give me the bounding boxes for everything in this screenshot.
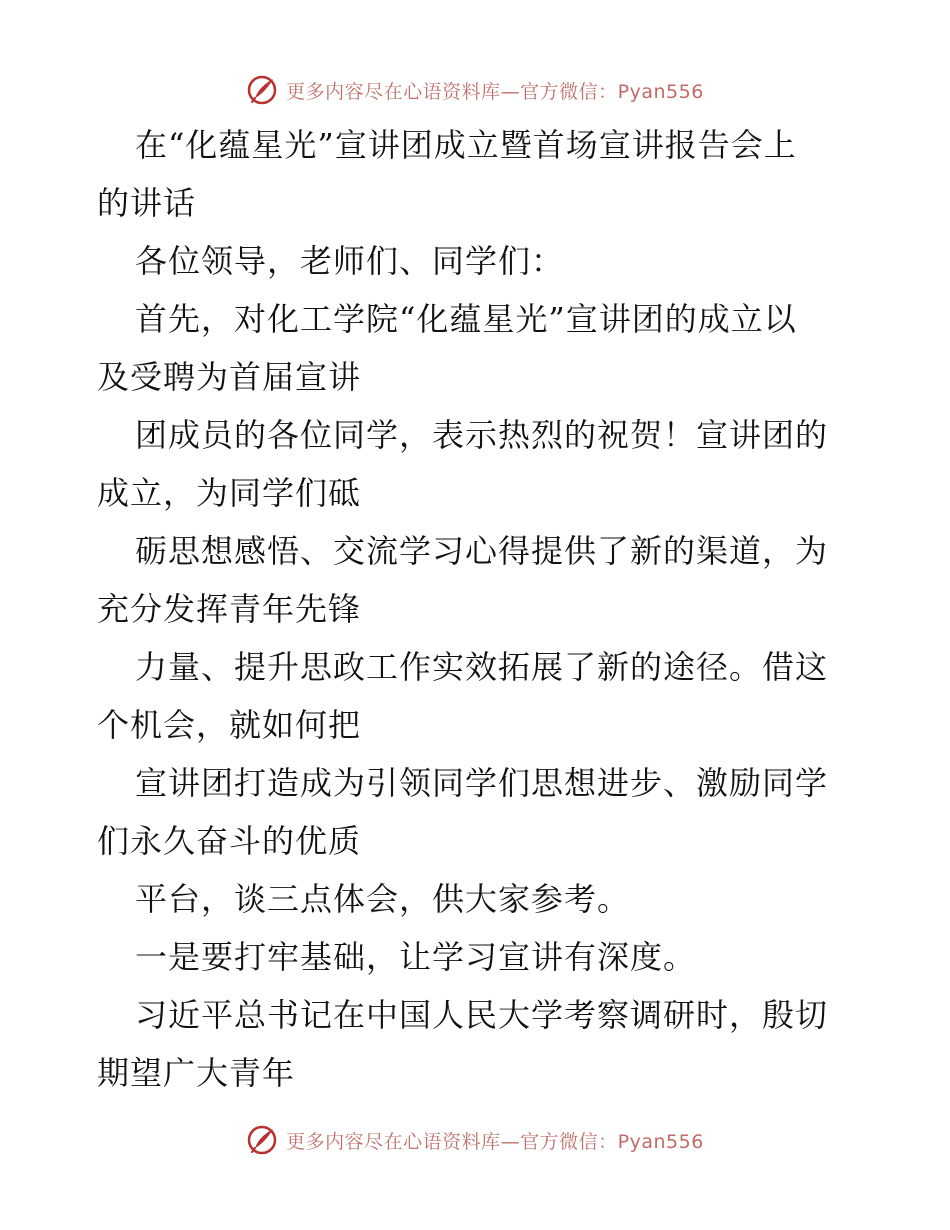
paragraph-line: 充分发挥青年先锋: [97, 590, 362, 628]
wechat-handle: Pyan556: [617, 80, 704, 103]
feather-pen-logo-icon: [246, 1124, 278, 1156]
paragraph-line: 首先，对化工学院“化蕴星光”宣讲团的成立以: [135, 300, 797, 338]
salutation: 各位领导，老师们、同学们：: [135, 242, 565, 280]
header-watermark-banner: [0, 70, 950, 110]
paragraph-line: 成立，为同学们砥: [97, 474, 362, 512]
paragraph-line: 宣讲团打造成为引领同学们思想进步、激励同学: [135, 764, 829, 802]
section-heading: 一是要打牢基础，让学习宣讲有深度。: [135, 938, 697, 976]
paragraph-line: 砺思想感悟、交流学习心得提供了新的渠道，为: [135, 532, 829, 570]
paragraph-line: 平台，谈三点体会，供大家参考。: [135, 880, 631, 918]
wechat-handle: Pyan556: [617, 1130, 704, 1153]
document-title-line-1: 在“化蕴星光”宣讲团成立暨首场宣讲报告会上: [135, 126, 797, 164]
paragraph-line: 团成员的各位同学，表示热烈的祝贺！宣讲团的: [135, 416, 829, 454]
document-title-line-2: 的讲话: [97, 184, 197, 222]
document-body: [97, 116, 857, 1102]
paragraph-line: 及受聘为首届宣讲: [97, 358, 362, 396]
paragraph-line: 期望广大青年: [97, 1054, 296, 1092]
feather-pen-logo-icon: [246, 74, 278, 106]
paragraph-line: 习近平总书记在中国人民大学考察调研时，殷切: [135, 996, 829, 1034]
paragraph-line: 个机会，就如何把: [97, 706, 362, 744]
paragraph-line: 们永久奋斗的优质: [97, 822, 362, 860]
header-watermark-text: 更多内容尽在心语资料库—官方微信：Pyan556: [286, 80, 704, 103]
footer-watermark-text: 更多内容尽在心语资料库—官方微信：Pyan556: [286, 1130, 704, 1153]
footer-watermark-banner: [0, 1120, 950, 1160]
paragraph-line: 力量、提升思政工作实效拓展了新的途径。借这: [135, 648, 829, 686]
